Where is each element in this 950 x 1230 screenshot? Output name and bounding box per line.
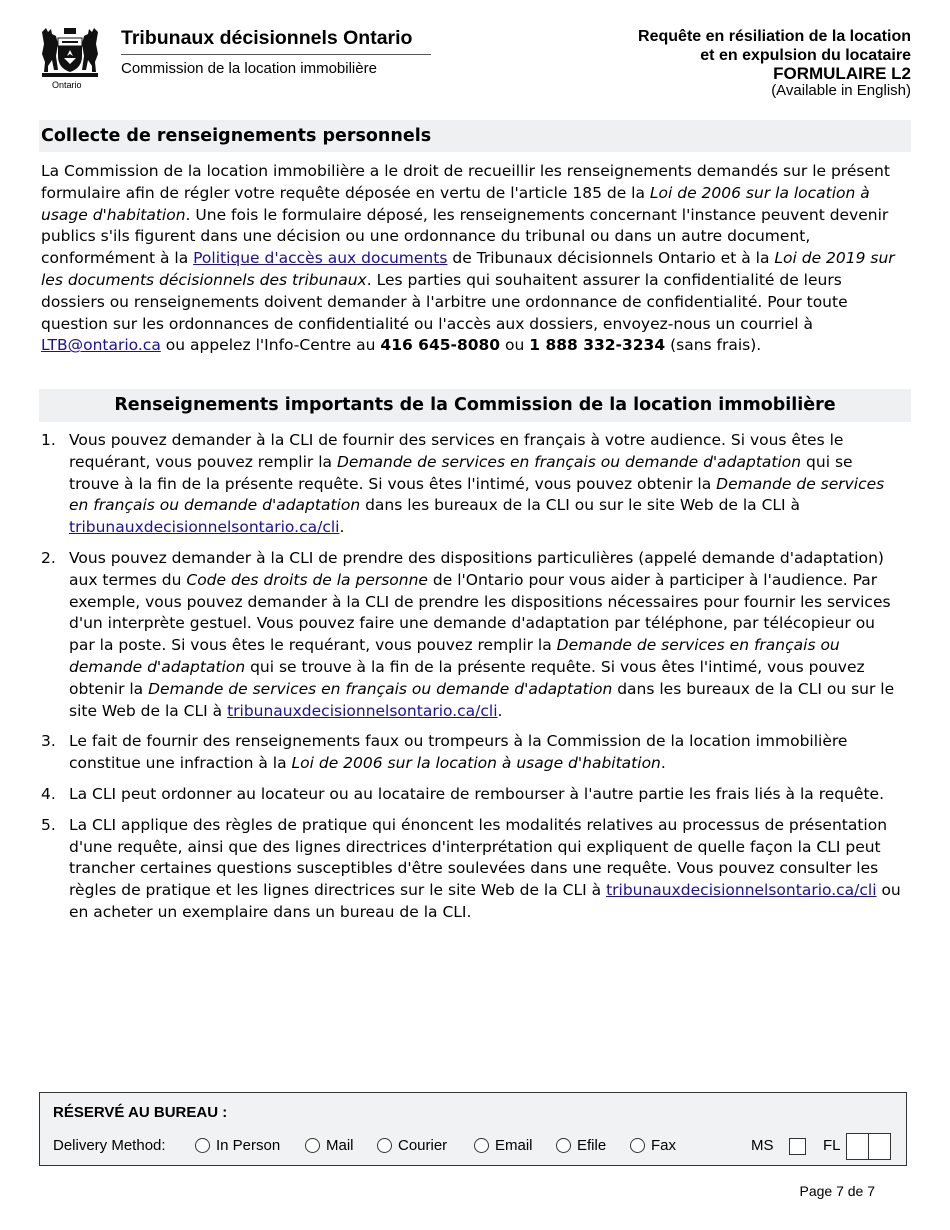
office-use-title: RÉSERVÉ AU BUREAU : [53, 1104, 228, 1121]
access-policy-link[interactable]: Politique d'accès aux documents [193, 249, 448, 268]
available-in-english: (Available in English) [771, 82, 911, 99]
logo-caption: Ontario [52, 80, 82, 90]
organization-block [121, 27, 431, 77]
page-number: Page 7 de 7 [799, 1183, 875, 1199]
radio-circle-icon[interactable] [630, 1138, 645, 1153]
board-name: Commission de la location immobilière [121, 60, 377, 77]
list-item: 1. Vous pouvez demander à la CLI de fournir des services en français à votre audience. Si vous êtes le requérant, vous pouvez remplir la Demande de services en français ou demande d'adaptation qui se trouve à la fin de la présente requête. Si vous êtes l'intimé, vous pouvez obtenir la Demande de services en français ou demande d'adaptation dans les bureaux de la CLI ou sur le site Web de la CLI à tribunauxdecisionnelsontario.ca/cli. [41, 431, 885, 537]
ms-label: MS [751, 1137, 774, 1154]
office-use-box [39, 1092, 907, 1166]
ms-checkbox[interactable] [789, 1138, 806, 1155]
form-title-line-2: et en expulsion du locataire [700, 47, 911, 64]
ltb-website-link[interactable]: tribunauxdecisionnelsontario.ca/cli [69, 518, 340, 537]
delivery-email-radio[interactable]: Email [474, 1137, 533, 1154]
fl-input-box-1[interactable] [846, 1133, 869, 1160]
delivery-in-person-radio[interactable]: In Person [195, 1137, 280, 1154]
ltb-website-link[interactable]: tribunauxdecisionnelsontario.ca/cli [227, 701, 498, 720]
list-item: 5. La CLI applique des règles de pratique qui énoncent les modalités relatives au processus de présentation d'une requête, ainsi que des lignes directrices d'interprétation qui expliquent de quelle façon la CLI peut trancher certaines questions susceptibles d'être soulevées dans une requête. Vous pouvez consulter les règles de pratique et les lignes directrices sur le site Web de la CLI à tribunauxdecisionnelsontario.ca/cli ou en acheter un exemplaire dans un bureau de la CLI. [41, 815, 901, 921]
form-code: FORMULAIRE L2 [773, 64, 911, 83]
list-item: 2. Vous pouvez demander à la CLI de prendre des dispositions particulières (appelé demande d'adaptation) aux termes du Code des droits de la personne de l'Ontario pour vous aider à participer à l'audience. Par exemple, vous pouvez demander à la CLI de prendre les dispositions nécessaires pour fournir les services d'un interprète gestuel. Vous pouvez faire une demande d'adaptation par téléphone, par télécopieur ou par la poste. Si vous êtes le requérant, vous pouvez remplir la Demande de services en français ou demande d'adaptation qui se trouve à la fin de la présente requête. Si vous êtes l'intimé, vous pouvez obtenir la Demande de services en français ou demande d'adaptation dans les bureaux de la CLI ou sur le site Web de la CLI à tribunauxdecisionnelsontario.ca/cli. [41, 548, 895, 720]
form-title-line-1: Requête en résiliation de la location [638, 28, 911, 45]
delivery-mail-radio[interactable]: Mail [305, 1137, 354, 1154]
form-title-block [638, 27, 911, 99]
delivery-fax-radio[interactable]: Fax [630, 1137, 676, 1154]
radio-circle-icon[interactable] [195, 1138, 210, 1153]
delivery-method-label: Delivery Method: [53, 1137, 166, 1154]
important-info-list [41, 430, 903, 933]
radio-circle-icon[interactable] [377, 1138, 392, 1153]
list-item: 3. Le fait de fournir des renseignements faux ou trompeurs à la Commission de la location immobilière constitue une infraction à la Loi de 2006 sur la location à usage d'habitation. [41, 732, 848, 773]
fl-label: FL [823, 1137, 841, 1154]
important-info-heading: Renseignements importants de la Commission de la location immobilière [39, 389, 911, 422]
radio-circle-icon[interactable] [305, 1138, 320, 1153]
delivery-efile-radio[interactable]: Efile [556, 1137, 606, 1154]
toll-free-phone: 1 888 332-3234 [529, 336, 666, 355]
organization-name: Tribunaux décisionnels Ontario [121, 27, 431, 55]
radio-circle-icon[interactable] [474, 1138, 489, 1153]
delivery-courier-radio[interactable]: Courier [377, 1137, 447, 1154]
radio-circle-icon[interactable] [556, 1138, 571, 1153]
info-centre-phone: 416 645-8080 [380, 336, 501, 355]
fl-input-box-2[interactable] [868, 1133, 891, 1160]
ltb-email-link[interactable]: LTB@ontario.ca [41, 336, 161, 355]
ltb-website-link[interactable]: tribunauxdecisionnelsontario.ca/cli [606, 881, 877, 900]
privacy-paragraph: La Commission de la location immobilière a le droit de recueillir les renseignements demandés sur le présent formulaire afin de régler votre requête déposée en vertu de l'article 185 de la Loi de 2006 sur la location à usage d'habitation. Une fois le formulaire déposé, les renseignements concernant l'instance peuvent devenir publics s'ils figurent dans une décision ou une ordonnance du tribunal ou dans un autre document, conformément à la Politique d'accès aux documents de Tribunaux décisionnels Ontario et à la Loi de 2019 sur les documents décisionnels des tribunaux. Les parties qui souhaitent assurer la confidentialité de leurs dossiers ou renseignements doivent demander à l'arbitre une ordonnance de confidentialité. Pour toute question sur les ordonnances de confidentialité ou l'accès aux dossiers, envoyez-nous un courriel à LTB@ontario.ca ou appelez l'Info-Centre au 416 645-8080 ou 1 888 332-3234 (sans frais). [41, 162, 895, 355]
list-item: 4. La CLI peut ordonner au locateur ou au locataire de rembourser à l'autre partie les frais liés à la requête. [41, 784, 885, 803]
privacy-heading: Collecte de renseignements personnels [39, 120, 911, 152]
